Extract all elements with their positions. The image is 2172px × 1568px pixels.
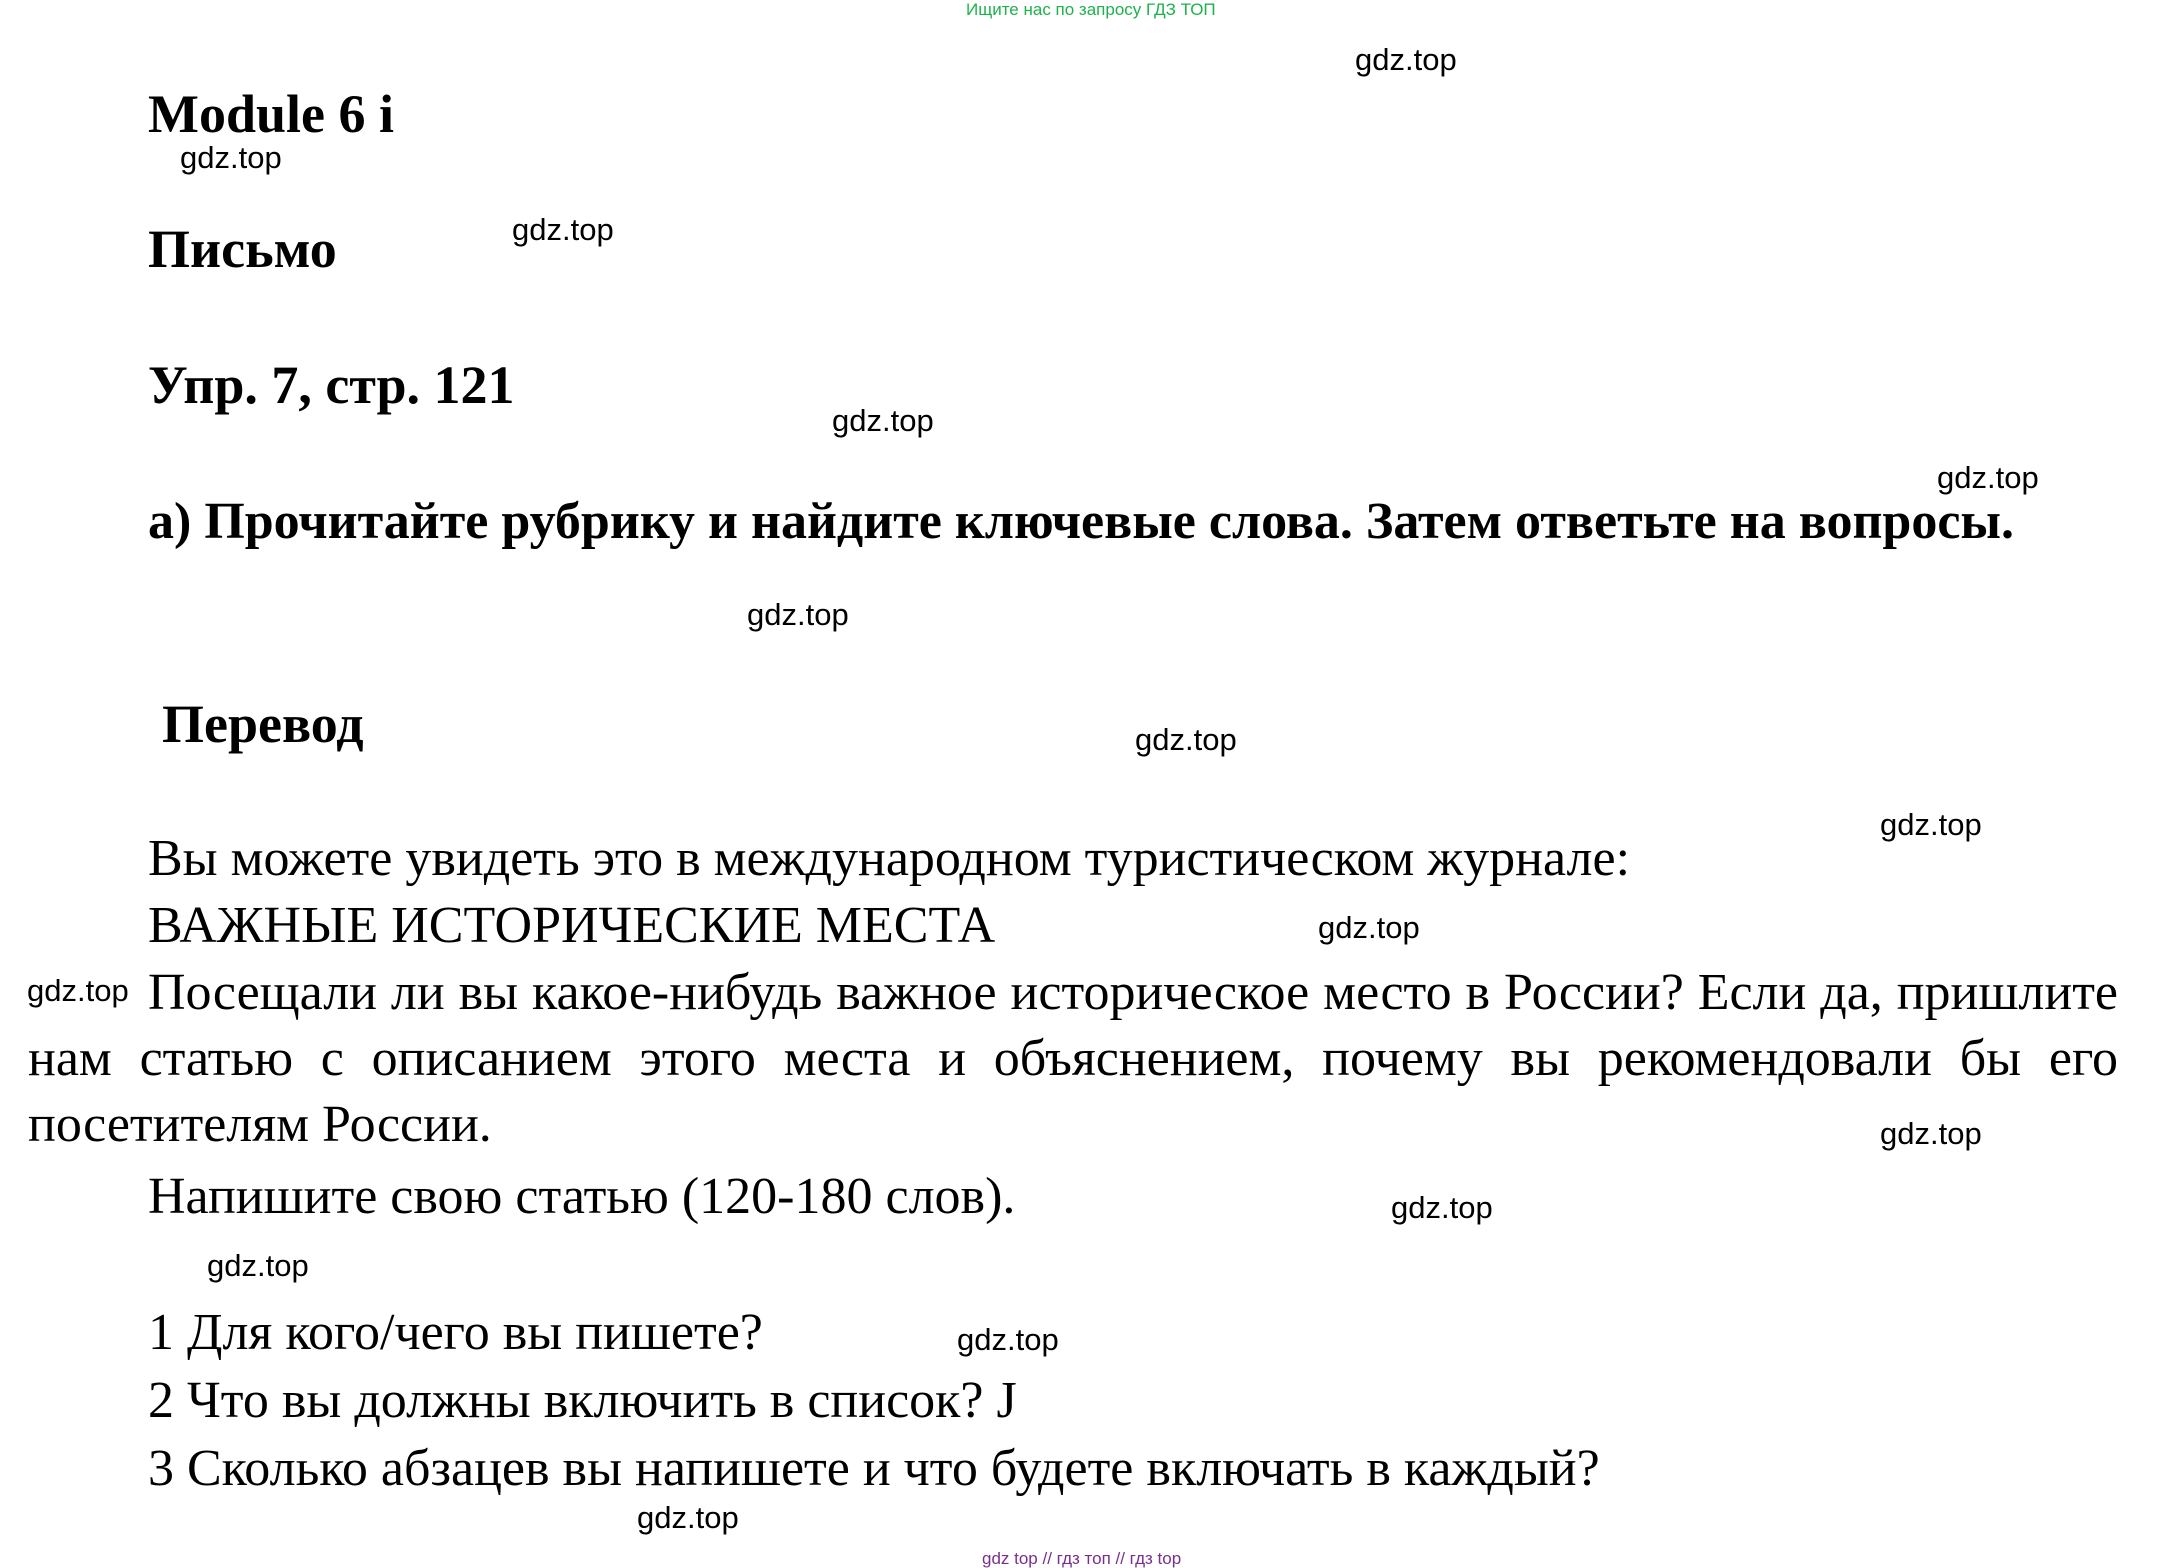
watermark: gdz.top	[1880, 807, 1982, 842]
task-instruction: a) Прочитайте рубрику и найдите ключевые слова. Затем ответьте на вопросы.	[148, 493, 2015, 550]
watermark: gdz.top	[957, 1322, 1059, 1357]
rubric-task: Напишите свою статью (120-180 слов).	[148, 1168, 1016, 1225]
watermark: gdz.top	[1355, 42, 1457, 77]
watermark: gdz.top	[27, 973, 129, 1008]
watermark: gdz.top	[1880, 1116, 1982, 1151]
rubric-headline: ВАЖНЫЕ ИСТОРИЧЕСКИЕ МЕСТА	[148, 897, 996, 954]
watermark: gdz.top	[1135, 722, 1237, 757]
watermark: gdz.top	[832, 403, 934, 438]
watermark: gdz.top	[512, 212, 614, 247]
watermark: gdz.top	[1318, 910, 1420, 945]
watermark: gdz.top	[1391, 1190, 1493, 1225]
question-2: 2 Что вы должны включить в список? J	[148, 1372, 1017, 1429]
watermark: gdz.top	[180, 140, 282, 175]
translation-heading: Перевод	[162, 694, 364, 754]
section-title: Письмо	[148, 219, 337, 279]
watermark: gdz.top	[207, 1248, 309, 1283]
module-title: Module 6 i	[148, 84, 395, 144]
exercise-reference: Упр. 7, стр. 121	[148, 355, 515, 415]
question-1: 1 Для кого/чего вы пишете?	[148, 1304, 763, 1361]
rubric-intro: Вы можете увидеть это в международном туристическом журнале:	[148, 830, 1631, 887]
watermark: gdz.top	[637, 1500, 739, 1535]
watermark: gdz.top	[747, 597, 849, 632]
rubric-body: Посещали ли вы какое-нибудь важное историческое место в России? Если да, пришлите нам статью с описанием этого места и объяснением, почему вы рекомендовали бы его посетителям России.	[28, 964, 2118, 1153]
bottom-links[interactable]: gdz top // гдз топ // гдз top	[982, 1549, 1182, 1568]
watermark: gdz.top	[1937, 460, 2039, 495]
top-banner: Ищите нас по запросу ГДЗ ТОП	[966, 0, 1216, 19]
question-3: 3 Сколько абзацев вы напишете и что будете включать в каждый?	[148, 1440, 1600, 1497]
